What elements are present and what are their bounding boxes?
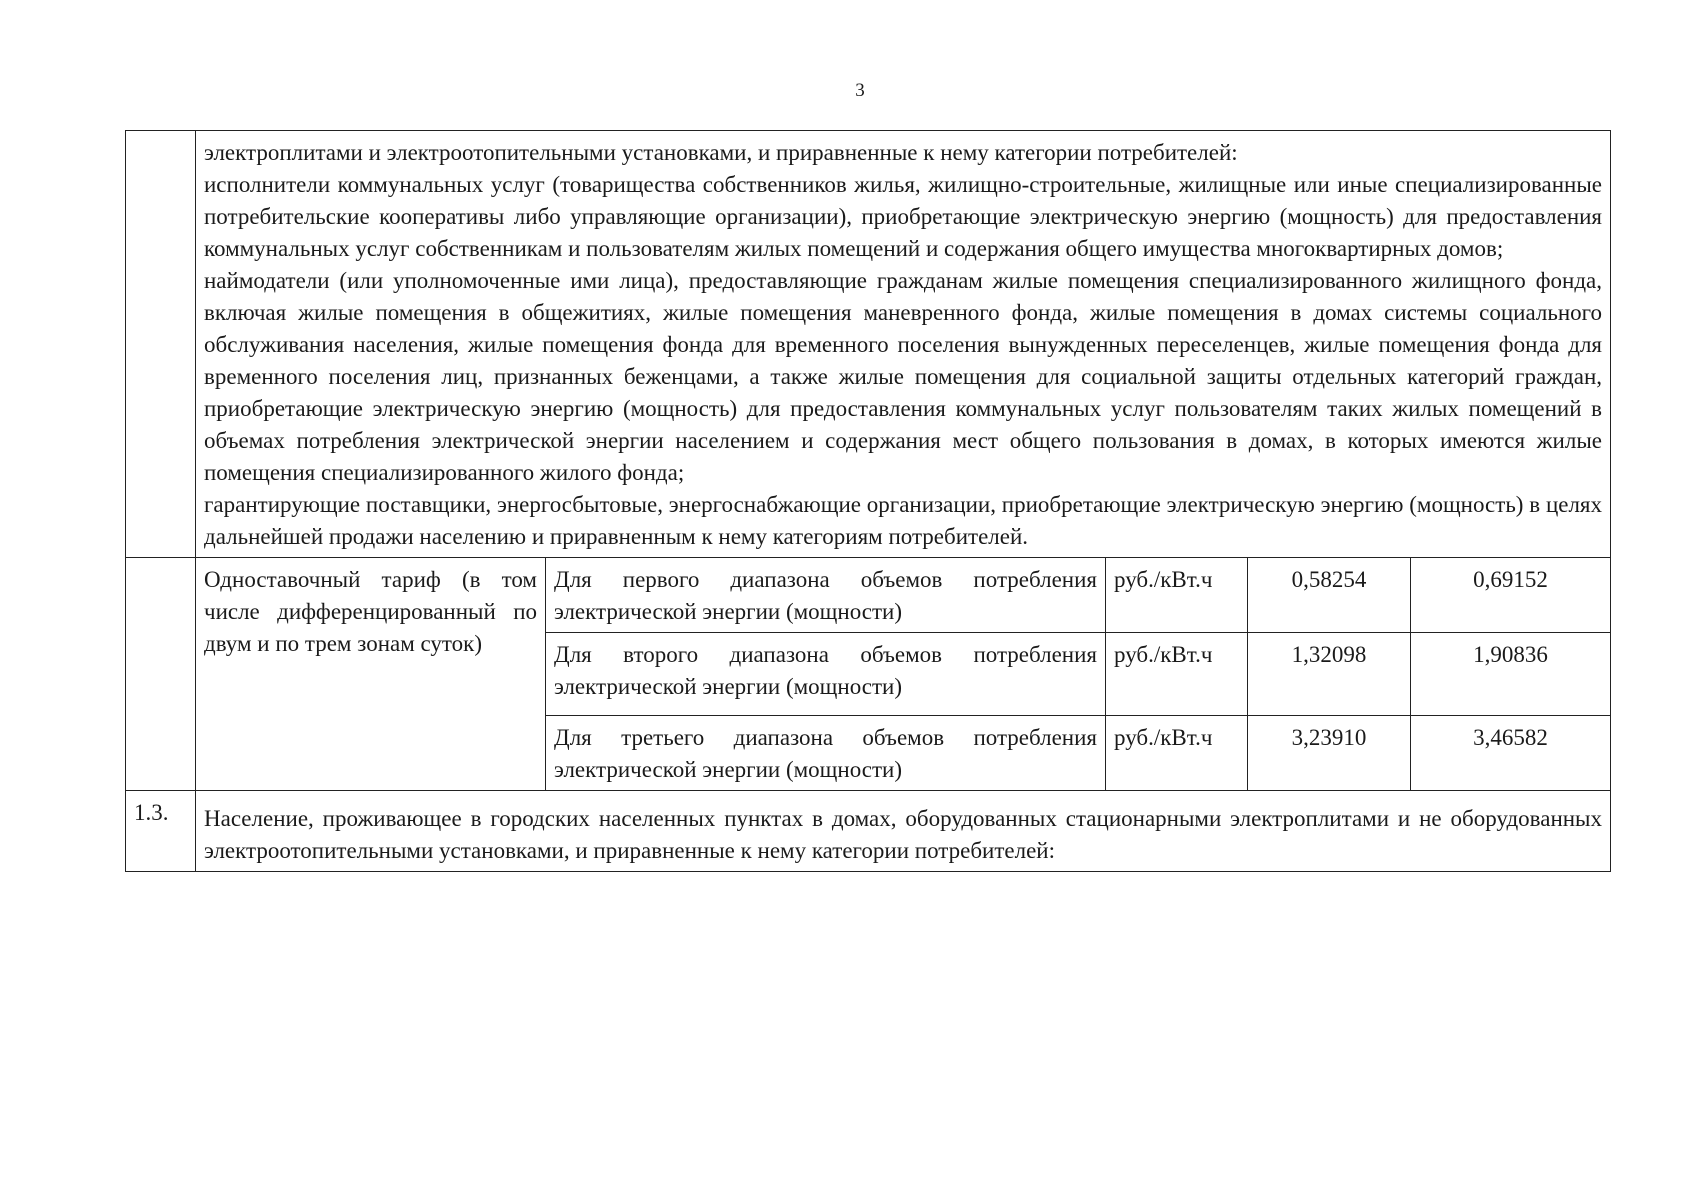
continued-section-cell [196, 131, 1611, 558]
paragraph-2: исполнители коммунальных услуг (товарищества собственников жилья, жилищно-строительные, жилищные или иные специализированные потребительские кооперативы либо управляющие организации), приобретающие электрическую энергию (мощность) для предоставления коммунальных услуг собственникам и пользователям жилых помещений и содержания общего имущества многоквартирных домов; [204, 172, 1603, 261]
section-1-3-row [126, 791, 1611, 872]
tariff-row-1 [126, 558, 1611, 633]
unit-second: руб./кВт.ч [1106, 633, 1248, 716]
continued-section-row [126, 131, 1611, 558]
section-1-3-number: 1.3. [126, 791, 196, 872]
page-number: 3 [855, 80, 865, 101]
value2-second: 1,90836 [1411, 633, 1611, 716]
tariff-label: Одноставочный тариф (в том числе дифференцированный по двум и по трем зонам суток) [196, 558, 546, 791]
unit-third: руб./кВт.ч [1106, 716, 1248, 791]
value1-third: 3,23910 [1248, 716, 1411, 791]
paragraph-1: электроплитами и электроотопительными установками, и приравненные к нему категории потребителей: [204, 140, 1238, 165]
range-first: Для первого диапазона объемов потребления электрической энергии (мощности) [546, 558, 1106, 633]
value2-third: 3,46582 [1411, 716, 1611, 791]
value2-first: 0,69152 [1411, 558, 1611, 633]
section-1-3-text: Население, проживающее в городских населенных пунктах в домах, оборудованных стационарными электроплитами и не оборудованных электроотопительными установками, и приравненные к нему категории потребителей: [196, 791, 1611, 872]
range-second: Для второго диапазона объемов потребления электрической энергии (мощности) [546, 633, 1106, 716]
tariff-table [125, 130, 1611, 872]
range-third: Для третьего диапазона объемов потребления электрической энергии (мощности) [546, 716, 1106, 791]
value1-first: 0,58254 [1248, 558, 1411, 633]
value1-second: 1,32098 [1248, 633, 1411, 716]
paragraph-3: наймодатели (или уполномоченные ими лица), предоставляющие гражданам жилые помещения специализированного жилищного фонда, включая жилые помещения в общежитиях, жилые помещения маневренного фонда, жилые помещения в домах системы социального обслуживания населения, жилые помещения фонда для временного поселения вынужденных переселенцев, жилые помещения фонда для временного поселения лиц, признанных беженцами, а также жилые помещения для социальной защиты отдельных категорий граждан, приобретающие электрическую энергию (мощность) для предоставления коммунальных услуг пользователям таких жилых помещений в объемах потребления электрической энергии населением и содержания мест общего пользования в домах, в которых имеются жилые помещения специализированного жилого фонда; [204, 268, 1603, 485]
tariff-number-empty [126, 558, 196, 791]
unit-first: руб./кВт.ч [1106, 558, 1248, 633]
row-number-empty [126, 131, 196, 558]
paragraph-4: гарантирующие поставщики, энергосбытовые, энергоснабжающие организации, приобретающие электрическую энергию (мощность) в целях дальнейшей продажи населению и приравненным к нему категориям потребителей. [204, 492, 1603, 549]
